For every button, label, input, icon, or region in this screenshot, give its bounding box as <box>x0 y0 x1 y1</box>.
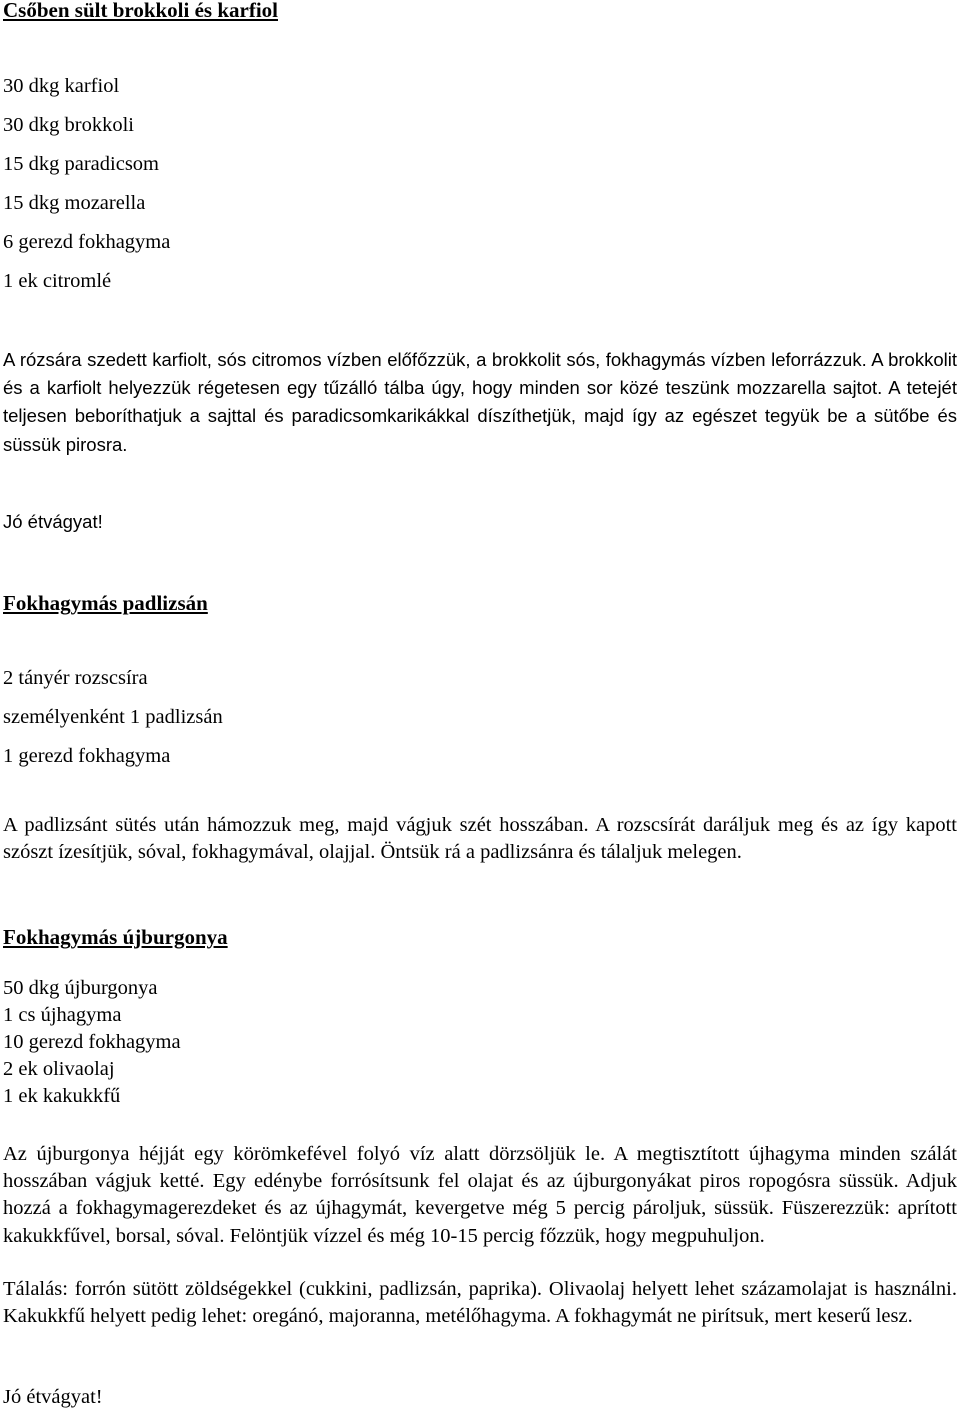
closing-text: Jó étvágyat! <box>3 1386 103 1408</box>
ingredient-item: 1 gerezd fokhagyma <box>3 745 171 767</box>
instructions-paragraph: Tálalás: forrón sütött zöldségekkel (cukkini, padlizsán, paprika). Olivaolaj helyett lehet százamolajat is használni. Kakukkfű helyett pedig lehet: oregánó, majoranna, metélőhagyma. A fokhagymát ne pirítsuk, mert keserű lesz. <box>3 1278 957 1328</box>
instructions-paragraph: A rózsára szedett karfiolt, sós citromos vízben előfőzzük, a brokkolit sós, fokhagymás vízben leforrázzuk. A brokkolit és a karfiolt helyezzük régetesen egy tűzálló tálba úgy, hogy minden sor közé teszünk mozzarella sajtot. A tetejét teljesen beboríthatjuk a sajttal és paradicsomkarikákkal díszíthetjük, majd így az egészet tegyük be a sütőbe és süssük pirosra. <box>3 349 957 455</box>
closing-text: Jó étvágyat! <box>3 511 103 532</box>
ingredient-item: 1 ek kakukkfű <box>3 1085 121 1107</box>
recipe-title: Fokhagymás újburgonya <box>3 925 228 949</box>
ingredient-item: 50 dkg újburgonya <box>3 977 158 999</box>
recipe-title: Csőben sült brokkoli és karfiol <box>3 0 278 22</box>
ingredient-item: 6 gerezd fokhagyma <box>3 231 171 253</box>
ingredient-item: személyenként 1 padlizsán <box>3 706 223 728</box>
instructions-paragraph: Az újburgonya héjját egy körömkefével folyó víz alatt dörzsöljük le. A megtisztított újhagyma minden szálát hosszában vágjuk ketté. Egy edénybe forrósítsunk fel olajat és az újburgonyákat piros ropogósra süssük. Adjuk hozzá a fokhagymagerezdeket és az újhagymát, kevergetve még 5 percig pároljuk, süssük. Füszerezzük: aprított kakukkfűvel, borsal, sóval. Felöntjük vízzel és még 10-15 percig főzzük, hogy megpuhuljon. <box>3 1143 957 1247</box>
ingredient-item: 2 ek olivaolaj <box>3 1058 115 1080</box>
ingredient-item: 30 dkg karfiol <box>3 75 120 97</box>
ingredient-item: 1 cs újhagyma <box>3 1004 122 1026</box>
ingredient-item: 15 dkg paradicsom <box>3 153 159 175</box>
instructions-paragraph: A padlizsánt sütés után hámozzuk meg, majd vágjuk szét hosszában. A rozscsírát daráljuk meg és az így kapott szószt ízesítjük, sóval, fokhagymával, olajjal. Öntsük rá a padlizsánra és tálaljuk melegen. <box>3 814 957 864</box>
ingredient-item: 30 dkg brokkoli <box>3 114 134 136</box>
recipe-title: Fokhagymás padlizsán <box>3 591 208 615</box>
ingredient-item: 15 dkg mozarella <box>3 192 146 214</box>
ingredient-item: 10 gerezd fokhagyma <box>3 1031 181 1053</box>
ingredient-item: 2 tányér rozscsíra <box>3 667 148 689</box>
ingredient-item: 1 ek citromlé <box>3 270 112 292</box>
